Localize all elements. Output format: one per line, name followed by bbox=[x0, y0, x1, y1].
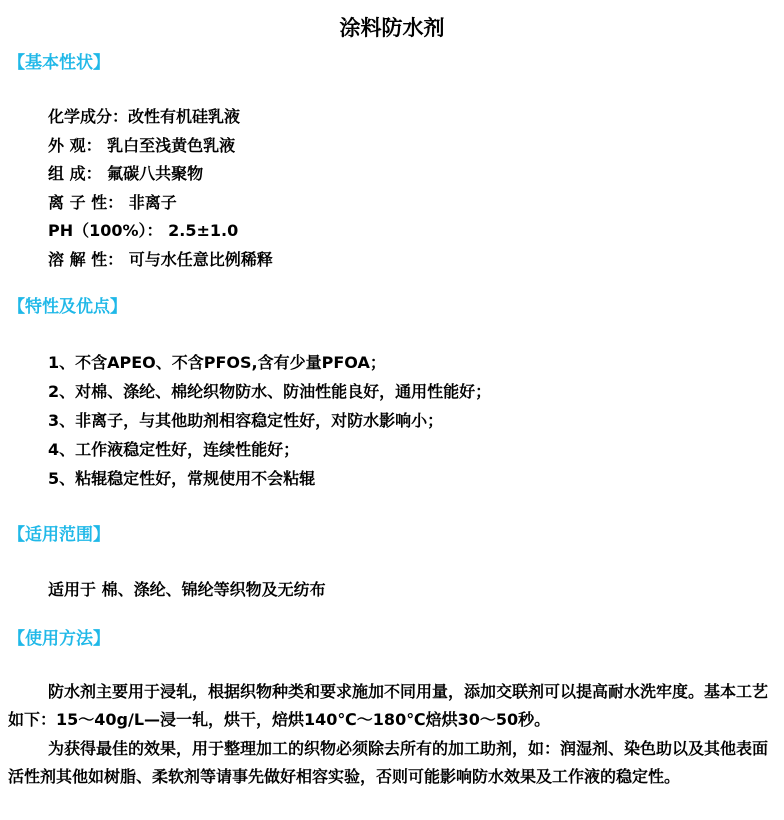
property-ionicity: 离 子 性： 非离子 bbox=[48, 193, 177, 212]
property-ph: PH（100%）： 2.5±1.0 bbox=[48, 221, 239, 240]
usage-paragraph-1: 防水剂主要用于浸轧，根据织物种类和要求施加不同用量，添加交联剂可以提高耐水洗牢度。基本工艺如下：15～40g/L—浸一轧，烘干，焙烘140℃～180℃焙烘30～50秒。 bbox=[8, 682, 769, 729]
heading-usage: 【使用方法】 bbox=[8, 629, 110, 649]
document-title: 涂料防水剂 bbox=[339, 16, 445, 40]
heading-features: 【特性及优点】 bbox=[8, 297, 127, 317]
feature-item-2: 2、对棉、涤纶、棉纶织物防水、防油性能良好，通用性能好； bbox=[48, 382, 492, 401]
feature-item-3: 3、非离子，与其他助剂相容稳定性好，对防水影响小； bbox=[48, 411, 444, 430]
scope-text: 适用于 棉、涤纶、锦纶等织物及无纺布 bbox=[48, 580, 326, 599]
heading-scope: 【适用范围】 bbox=[8, 525, 110, 545]
feature-item-1: 1、不含APEO、不含PFOS,含有少量PFOA； bbox=[48, 353, 386, 372]
heading-basic-properties: 【基本性状】 bbox=[8, 53, 110, 73]
feature-item-4: 4、工作液稳定性好，连续性能好； bbox=[48, 440, 300, 459]
property-composition: 化学成分：改性有机硅乳液 bbox=[48, 107, 241, 126]
usage-paragraph-2: 为获得最佳的效果，用于整理加工的织物必须除去所有的加工助剂，如：润湿剂、染色助以及其他表面活性剂其他如树脂、柔软剂等请事先做好相容实验，否则可能影响防水效果及工作液的稳定性。 bbox=[8, 739, 769, 786]
property-solubility: 溶 解 性： 可与水任意比例稀释 bbox=[48, 250, 273, 269]
feature-item-5: 5、粘辊稳定性好，常规使用不会粘辊 bbox=[48, 469, 316, 488]
property-appearance: 外 观： 乳白至浅黄色乳液 bbox=[48, 136, 236, 155]
property-constituents: 组 成： 氟碳八共聚物 bbox=[48, 164, 204, 183]
